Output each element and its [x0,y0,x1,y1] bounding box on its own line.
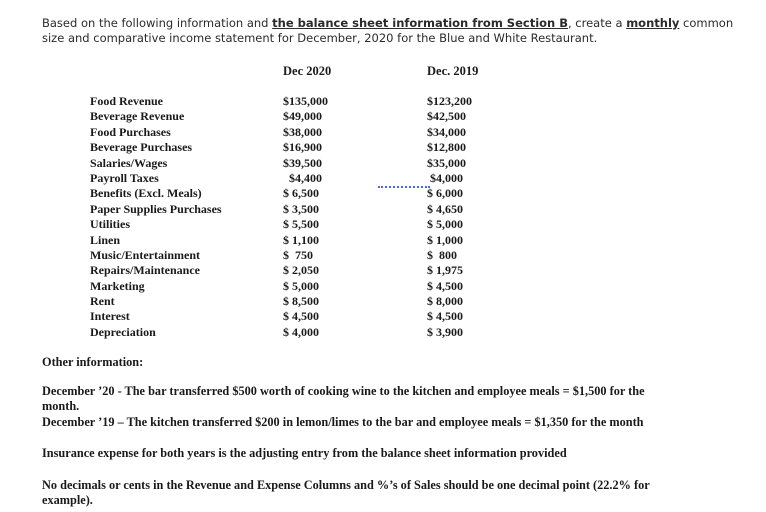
value-dec-2019: $ 1,000 [427,232,463,247]
value-dec-2019: $34,000 [427,124,466,139]
value-dec-2020: $4,400 [283,170,322,185]
row-label: Payroll Taxes [90,170,159,185]
row-label: Paper Supplies Purchases [90,201,222,216]
value-dec-2020: $ 1,100 [283,232,319,247]
spellcheck-underline [378,180,430,188]
value-dec-2020: $16,900 [283,140,322,155]
intro-text-2: , create a [568,16,627,30]
value-dec-2019: $35,000 [427,155,466,170]
row-label: Benefits (Excl. Meals) [90,186,202,201]
value-dec-2020: $ 5,000 [283,278,319,293]
row-label: Food Revenue [90,94,163,108]
value-dec-2020: $49,000 [283,109,322,124]
value-dec-2019: $4,000 [427,170,463,185]
row-label: Beverage Purchases [90,140,193,155]
row-label: Marketing [90,278,145,293]
value-dec-2020: $38,000 [283,124,322,139]
value-dec-2019: $ 4,500 [427,309,463,324]
table-row [90,186,507,201]
row-label: Rent [90,294,115,309]
row-label: Depreciation [90,324,156,339]
table-row [90,325,507,340]
table-row [90,140,507,155]
note-insurance: Insurance expense for both years is the adjusting entry from the balance sheet information provided [42,446,567,460]
value-dec-2019: $ 4,650 [427,201,463,216]
table-row [90,217,507,232]
table-row [90,125,507,140]
note-dec-2019: December ’19 – The kitchen transferred $200 in lemon/limes to the bar and employee meals = $1,350 for the month [42,415,644,429]
value-dec-2019: $123,200 [427,94,472,108]
table-row [90,171,507,186]
value-dec-2020: $ 4,500 [283,309,319,324]
other-info-heading: Other information: [42,355,144,369]
value-dec-2019: $ 800 [427,247,457,262]
row-label: Music/Entertainment [90,247,200,262]
table-row [90,156,507,171]
value-dec-2020: $135,000 [283,94,328,108]
income-data-table [90,94,507,340]
table-row [90,202,507,217]
monthly-emphasis: monthly [626,16,680,30]
table-row [90,309,507,324]
table-row [90,109,507,124]
table-row [90,233,507,248]
row-label: Beverage Revenue [90,109,185,124]
row-label: Interest [90,309,130,324]
value-dec-2019: $ 1,975 [427,263,463,278]
table-row [90,263,507,278]
value-dec-2020: $ 8,500 [283,294,319,309]
note-formatting: No decimals or cents in the Revenue and Expense Columns and %’s of Sales should be one decimal point (22.2% for example). [42,478,650,508]
table-row [90,94,507,109]
intro-text-3: common size and comparative income statement for December, 2020 for the Blue and White Restaurant. [42,16,734,45]
value-dec-2019: $ 5,000 [427,217,463,232]
value-dec-2019: $42,500 [427,109,466,124]
value-dec-2020: $ 3,500 [283,201,319,216]
value-dec-2020: $ 2,050 [283,263,319,278]
row-label: Salaries/Wages [90,155,168,170]
row-label: Linen [90,232,121,247]
row-label: Repairs/Maintenance [90,263,200,278]
balance-sheet-reference: the balance sheet information from Section B [272,16,568,30]
table-row [90,294,507,309]
table-row [90,248,507,263]
value-dec-2020: $ 6,500 [283,186,319,201]
intro-text-1: Based on the following information and [42,16,273,30]
value-dec-2019: $ 3,900 [427,324,463,339]
value-dec-2020: $39,500 [283,155,322,170]
column-header-dec-2020: Dec 2020 [283,64,332,78]
row-label: Utilities [90,217,130,232]
instructions-paragraph [42,16,742,46]
value-dec-2019: $ 6,000 [427,186,463,201]
table-row [90,279,507,294]
value-dec-2020: $ 750 [283,247,313,262]
value-dec-2020: $ 5,500 [283,217,319,232]
note-dec-2020: December ’20 - The bar transferred $500 worth of cooking wine to the kitchen and employee meals = $1,500 for the month. [42,384,645,414]
value-dec-2019: $ 4,500 [427,278,463,293]
column-header-dec-2019: Dec. 2019 [427,64,479,78]
value-dec-2019: $ 8,000 [427,294,463,309]
row-label: Food Purchases [90,124,171,139]
value-dec-2020: $ 4,000 [283,324,319,339]
value-dec-2019: $12,800 [427,140,466,155]
